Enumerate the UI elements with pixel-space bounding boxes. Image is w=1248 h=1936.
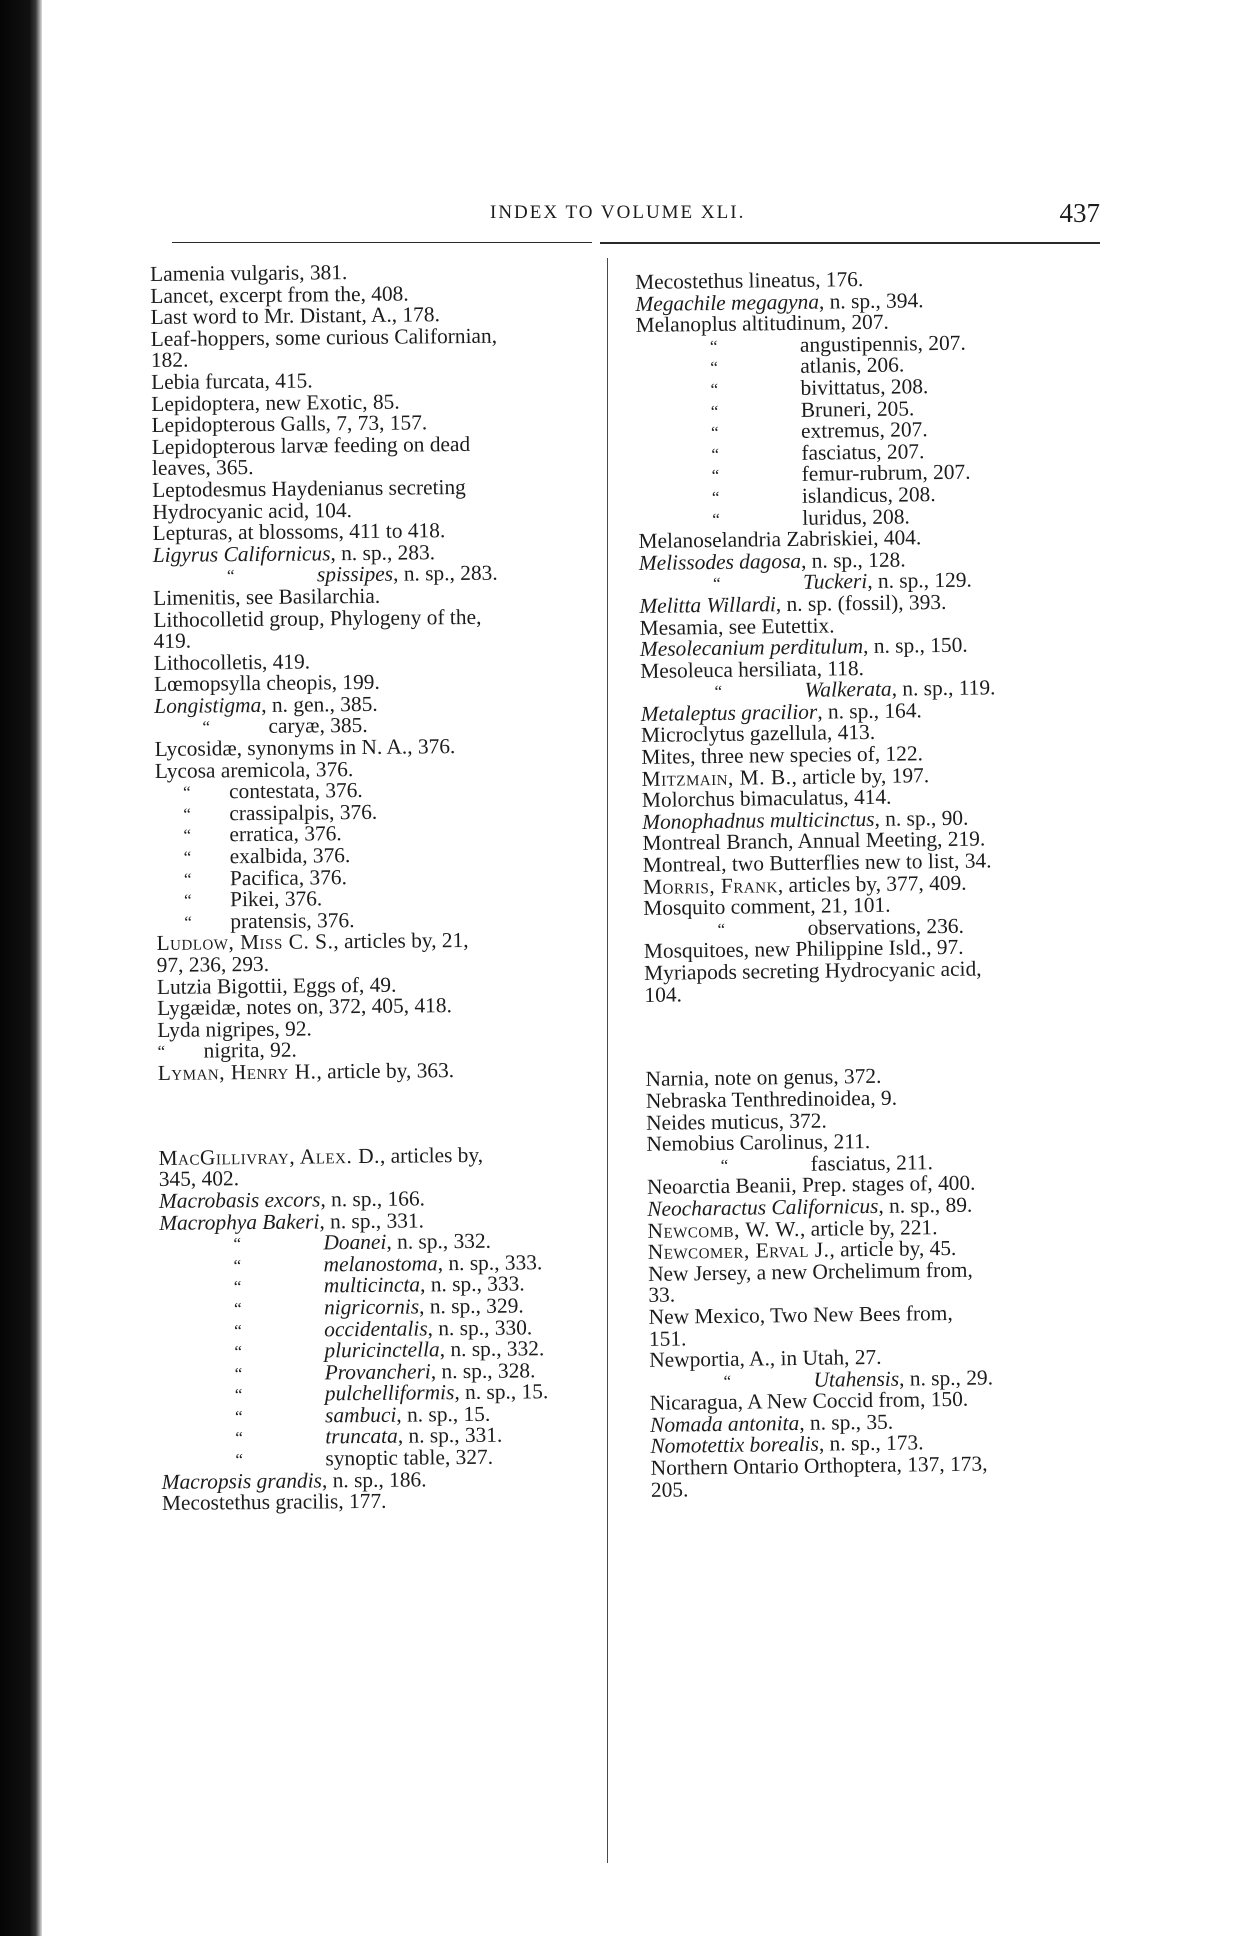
entry-text: Bruneri, 205. [800,395,915,422]
entry-text: Mesamia, see Eutettix. [639,612,835,640]
entry-text: Northern Ontario Orthoptera, 137, 173, [650,1451,988,1480]
entry-text: , articles by, [379,1142,484,1168]
entry-text: Montreal, two Butterflies new to list, 34. [642,848,992,877]
entry-text: crassipalpis, 376. [229,799,378,826]
ditto-mark: “ [717,919,726,939]
entry-text: , n. sp., 394. [818,287,924,314]
entry-continuation: 104. [644,982,683,1007]
page-number: 437 [1059,198,1100,228]
entry-text: observations, 236. [807,913,965,940]
entry-text: , articles by, 377, 409. [777,870,967,897]
entry-text: , n. sp., 332. [386,1228,492,1254]
entry-text: Neoarctia Beanii, Prep. stages of, 400. [646,1170,976,1200]
entry-text: , n. sp., 331. [319,1207,425,1233]
entry-author-name: Lyman, Henry H. [157,1059,317,1085]
entry-text: Lœmopsylla cheopis, 199. [153,670,380,697]
ditto-mark: “ [234,1407,243,1427]
ditto-mark: “ [720,1155,729,1175]
entry-text: Lithocolletid group, Phylogeny of the, [153,604,482,632]
entry-italic-name: Megachile megagyna [635,289,820,316]
entry-italic-name: melanostoma [323,1251,438,1277]
entry-text: contestata, 376. [228,778,363,804]
entry-text: , n. sp., 29. [898,1365,994,1391]
entry-text: , n. sp., 15. [454,1379,549,1405]
entry-text: Limenitis, see Basilarchia. [153,583,381,610]
entry-text: Mecostethus gracilis, 177. [161,1489,387,1516]
ditto-mark: “ [233,1277,242,1297]
entry-text: Lyda nigripes, 92. [157,1016,312,1042]
entry-text: , n. sp., 89. [878,1192,973,1218]
running-header [150,198,1100,242]
entry-continuation: 33. [648,1282,676,1308]
entry-italic-name: Melissodes dagosa [638,548,802,575]
entry-text: Pikei, 376. [229,886,323,912]
ditto-mark: “ [711,487,720,507]
entry-text: fasciatus, 207. [801,438,925,465]
ditto-mark: “ [183,869,192,889]
header-rule-left [172,242,592,243]
entry-text: Nebraska Tenthredinoidea, 9. [645,1085,898,1113]
index-entry [162,1489,617,1515]
entry-text: angustipennis, 207. [799,330,966,357]
entry-italic-name: Longistigma [154,692,262,718]
entry-author-name: Morris, Frank [642,872,778,899]
entry-text: Lycosa aremicola, 376. [154,756,354,783]
index-page [150,180,1100,1880]
index-entry [156,929,611,977]
entry-text: , n. sp., 166. [320,1186,426,1212]
index-entry [153,605,608,653]
ditto-mark: “ [710,379,719,399]
entry-text: , n. sp., 330. [427,1314,533,1340]
entry-text: nigrita, 92. [203,1038,297,1063]
ditto-mark: “ [712,509,720,529]
index-column-right [635,266,1116,1501]
entry-italic-name: Nomotettix borealis [650,1432,820,1459]
entry-text: , n. sp., 186. [321,1467,427,1493]
entry-text: Lygæidæ, notes on, 372, 405, 418. [157,993,452,1021]
scan-binding-edge [0,0,42,1936]
entry-continuation: 182. [150,348,189,373]
entry-text: erratica, 376. [229,821,342,847]
ditto-mark: “ [235,1428,243,1448]
entry-text: , n. sp. (fossil), 393. [775,589,947,617]
entry-text: , n. sp., 119. [891,675,996,701]
ditto-mark: “ [184,912,192,932]
entry-text: Montreal Branch, Annual Meeting, 219. [642,826,986,856]
entry-text: , n. sp., 328. [430,1358,536,1384]
ditto-mark: “ [235,1450,244,1470]
entry-text: Nemobius Carolinus, 211. [646,1129,871,1157]
ditto-mark: “ [723,1371,732,1391]
entry-text: New Mexico, Two New Bees from, [648,1300,953,1329]
entry-text: Pacifica, 376. [229,864,348,890]
ditto-mark: “ [233,1255,242,1275]
index-entry [644,957,1110,1006]
ditto-mark: “ [183,804,191,824]
entry-text: Melanoselandria Zabriskiei, 404. [638,525,922,554]
ditto-mark: “ [233,1234,242,1254]
page-title: INDEX TO VOLUME XLI. [490,202,746,223]
entry-italic-name: pulchelliformis [324,1380,455,1406]
entry-text: extremus, 207. [800,417,928,443]
entry-text: atlanis, 206. [800,352,905,379]
entry-text: Narnia, note on genus, 372. [645,1064,882,1092]
entry-continuation: 97, 236, 293. [156,951,270,977]
entry-italic-name: nigricornis [323,1294,420,1320]
entry-text: Last word to Mr. Distant, A., 178. [150,302,440,330]
entry-text: Lutzia Bigottii, Eggs of, 49. [156,972,397,999]
entry-italic-name: Macrobasis excors [158,1187,321,1213]
entry-text: bivittatus, 208. [800,374,929,400]
ditto-mark: “ [711,444,720,464]
ditto-mark: “ [157,1042,166,1062]
ditto-mark: “ [233,1299,242,1319]
ditto-mark: “ [711,466,720,486]
entry-text: Lancet, excerpt from the, 408. [150,281,409,308]
entry-text: New Jersey, a new Orchelimum from, [647,1257,973,1286]
ditto-mark: “ [226,566,235,586]
entry-italic-name: truncata [325,1424,398,1449]
entry-text: , article by, 363. [316,1058,455,1084]
entry-text: Nicaragua, A New Coccid from, 150. [649,1387,969,1416]
entry-author-name: Newcomer, Erval J. [647,1237,830,1265]
entry-text: , article by, 221. [799,1214,938,1241]
ditto-mark: “ [712,574,721,594]
entry-text: , articles by, 21, [333,928,469,954]
ditto-mark: “ [234,1342,243,1362]
ditto-mark: “ [234,1385,243,1405]
index-entry [651,1452,1117,1501]
entry-italic-name: Mesolecanium perditulum [639,634,864,662]
index-entry [152,432,607,480]
entry-text: , n. sp., 173. [818,1430,924,1457]
entry-text: Neides muticus, 372. [645,1108,827,1135]
entry-text: islandicus, 208. [801,482,936,508]
entry-author-name: Ludlow, Miss C. S. [156,929,334,956]
entry-italic-name: Macrophya Bakeri [159,1208,320,1235]
entry-text: , n. sp., 128. [800,547,906,573]
entry-text: Mesoleuca hersiliata, 118. [640,655,865,683]
entry-text: Leaf-hoppers, some curious Californian, [150,323,498,351]
entry-text: , n. sp., 164. [817,698,922,724]
entry-text: luridus, 208. [802,503,910,530]
entry-text: , n. sp., 331. [397,1423,503,1449]
ditto-mark: “ [202,717,211,737]
entry-text: Lebia furcata, 415. [151,368,313,394]
entry-continuation: Hydrocyanic acid, 104. [152,497,353,524]
entry-text: femur-rubrum, 207. [801,459,971,487]
entry-text: , article by, 45. [829,1236,957,1262]
entry-italic-name: sambuci [324,1402,397,1428]
entry-italic-name: occidentalis [324,1315,428,1341]
entry-text: Mites, three new species of, 122. [641,741,924,770]
entry-text: Melanoplus altitudinum, 207. [635,309,889,338]
index-column-left [150,260,617,1515]
index-entry [151,324,606,372]
entry-text: Lamenia vulgaris, 381. [149,260,348,286]
ditto-mark: “ [234,1320,242,1340]
entry-text: Microclytus gazellula, 413. [640,720,876,748]
entry-text: Lepidopterous larvæ feeding on dead [151,431,471,459]
ditto-mark: “ [183,826,192,846]
entry-text: Myriapods secreting Hydrocyanic acid, [644,956,982,985]
entry-text: Mosquitoes, new Philippine Isld., 97. [643,935,964,964]
entry-author-name: MacGillivray, Alex. D. [158,1143,381,1170]
entry-italic-name: multicincta [323,1272,421,1298]
entry-text: , n. sp., 90. [874,805,969,831]
entry-text: fasciatus, 211. [810,1149,934,1176]
entry-text: synoptic table, 327. [325,1444,494,1471]
ditto-mark: “ [183,847,192,867]
entry-italic-name: Utahensis [813,1366,900,1392]
entry-text: Newportia, A., in Utah, 27. [649,1344,882,1372]
ditto-mark: “ [234,1363,243,1383]
entry-text: , n. sp., 333. [437,1249,543,1276]
entry-italic-name: Melitta Willardi [639,592,776,618]
entry-italic-name: Provancheri [324,1359,431,1385]
entry-text: Leptodesmus Haydenianus secreting [152,474,466,502]
entry-text: , n. sp., 332. [439,1336,545,1362]
header-rule-right [600,242,1100,244]
entry-text: , n. sp., 15. [396,1401,491,1427]
entry-text: , n. sp., 283. [392,560,498,586]
entry-text: Lepidopterous Galls, 7, 73, 157. [151,410,428,438]
index-entry [152,476,607,524]
entry-italic-name: Ligyrus Californicus [152,541,331,567]
entry-continuation: leaves, 365. [151,455,254,481]
ditto-mark: “ [710,423,719,443]
ditto-mark: “ [709,336,718,356]
entry-text: , n. sp., 329. [418,1293,524,1319]
index-entry [158,1059,613,1085]
entry-author-name: Mitzmain, M. B. [641,764,792,791]
entry-text: Lepturas, at blossoms, 411 to 418. [152,518,446,546]
entry-text: , n. sp., 129. [867,567,972,594]
entry-italic-name: Tuckeri [802,569,868,595]
entry-text: Lepidoptera, new Exotic, 85. [151,389,400,416]
entry-continuation: 205. [650,1477,689,1502]
entry-italic-name: Neocharactus Californicus [647,1193,879,1221]
entry-text: , n. gen., 385. [261,691,378,717]
entry-author-name: Newcomb, W. W. [647,1216,801,1243]
entry-text: Mecostethus lineatus, 176. [634,267,864,294]
entry-text: , n. sp., 333. [419,1271,525,1297]
entry-text: Molorchus bimaculatus, 414. [641,784,892,813]
entry-text: Lithocolletis, 419. [153,649,311,675]
entry-italic-name: spissipes [316,561,394,587]
entry-italic-name: Doanei [323,1229,387,1255]
entry-italic-name: Nomada antonita [649,1410,800,1437]
entry-text: , n. sp., 283. [330,539,436,565]
entry-italic-name: pluricinctella [324,1337,440,1363]
entry-text: caryæ, 385. [268,713,368,739]
index-entry [158,1143,613,1191]
index-entry [648,1258,1114,1307]
ditto-mark: “ [182,782,191,802]
ditto-mark: “ [714,682,723,702]
entry-text: , n. sp., 150. [862,632,968,659]
entry-continuation: 345, 402. [158,1166,240,1192]
entry-italic-name: Metaleptus gracilior [640,699,818,726]
entry-text: pratensis, 376. [230,907,355,934]
entry-italic-name: Macropsis grandis [161,1468,323,1494]
ditto-mark: “ [710,401,719,421]
entry-text: , n. sp., 35. [799,1409,894,1435]
ditto-mark: “ [710,358,718,378]
ditto-mark: “ [184,890,192,910]
entry-italic-name: Walkerata [804,676,892,703]
entry-italic-name: Monophadnus multicinctus [642,806,875,834]
entry-text: Lycosidæ, synonyms in N. A., 376. [154,734,456,762]
entry-continuation: 151. [648,1325,687,1351]
entry-text: Mosquito comment, 21, 101. [643,892,891,921]
entry-continuation: 419. [153,628,192,654]
entry-text: , article by, 197. [791,762,930,789]
index-entry [649,1301,1115,1350]
entry-text: exalbida, 376. [229,843,351,869]
